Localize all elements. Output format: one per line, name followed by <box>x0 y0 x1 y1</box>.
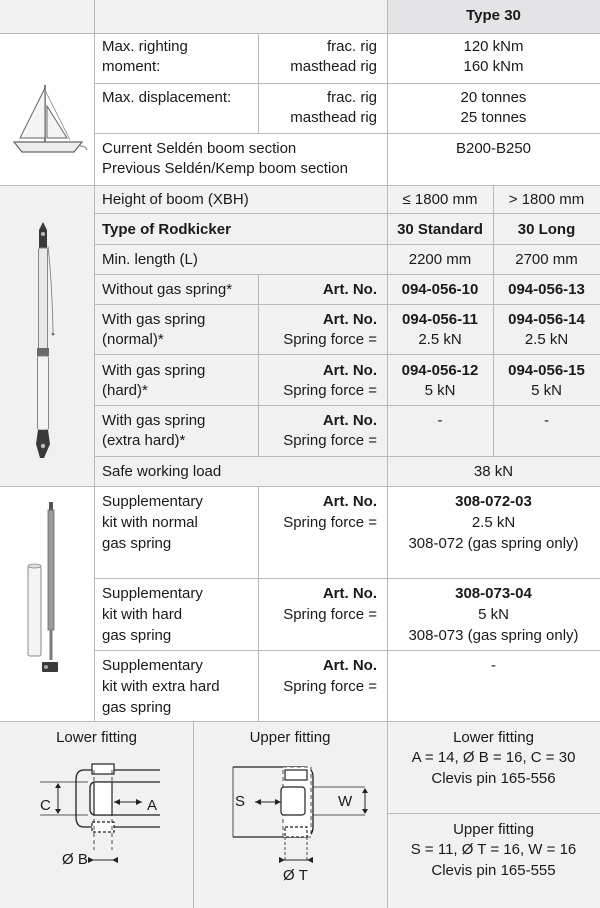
righting-label-1: Max. righting <box>102 38 188 55</box>
gas-extra-label-2: (extra hard)* <box>102 432 186 449</box>
upper-fitting-title: Upper fitting <box>249 729 331 746</box>
gas-hard-label-1: With gas spring <box>102 362 206 379</box>
gas-normal-label-2: (normal)* <box>102 331 164 348</box>
righting-value-masthead: 160 kNm <box>463 58 524 75</box>
kit-hard-line3: gas spring <box>102 627 172 644</box>
gas-hard-col2-force: 5 kN <box>531 382 562 399</box>
gas-normal-force-label: Spring force = <box>283 331 377 348</box>
lower-info-title: Lower fitting <box>453 729 534 746</box>
righting-value-frac: 120 kNm <box>463 38 524 55</box>
lower-dim-b: Ø B <box>62 851 88 868</box>
gas-hard-art-label: Art. No. <box>322 362 377 379</box>
kit-extra-force-label: Spring force = <box>283 678 377 695</box>
gas-normal-art-label: Art. No. <box>322 311 377 328</box>
kit-extra-art-label: Art. No. <box>322 657 377 674</box>
min-length-col1: 2200 mm <box>408 251 472 268</box>
upper-info-dims: S = 11, Ø T = 16, W = 16 <box>410 841 577 858</box>
swl-value: 38 kN <box>473 463 514 480</box>
gas-normal-col2-force: 2.5 kN <box>524 331 569 348</box>
upper-dim-w: W <box>338 793 353 810</box>
rodkicker-illustration <box>28 222 68 467</box>
boom-section-value: B200-B250 <box>455 140 532 157</box>
gas-extra-force-label: Spring force = <box>283 432 377 449</box>
boom-height-col2: > 1800 mm <box>508 191 585 208</box>
boom-height-col1: ≤ 1800 mm <box>402 191 478 208</box>
gas-normal-label-1: With gas spring <box>102 311 206 328</box>
swl-label: Safe working load <box>102 463 222 480</box>
displacement-sub-frac: frac. rig <box>326 89 377 106</box>
kit-normal-line3: gas spring <box>102 535 172 552</box>
boom-section-label-1: Current Seldén boom section <box>102 140 297 157</box>
righting-label-2: moment: <box>102 58 161 75</box>
displacement-value-masthead: 25 tonnes <box>460 109 527 126</box>
gas-hard-col1-art: 094-056-12 <box>401 362 479 379</box>
lower-dim-a: A <box>147 797 158 814</box>
upper-dim-t: Ø T <box>283 867 308 884</box>
kit-normal-force-label: Spring force = <box>283 514 377 531</box>
rodkicker-type-col1: 30 Standard <box>397 221 483 238</box>
lower-fitting-diagram <box>0 722 193 908</box>
displacement-value-frac: 20 tonnes <box>460 89 527 106</box>
lower-info-pin: Clevis pin 165-556 <box>431 770 556 787</box>
kit-normal-art-label: Art. No. <box>322 493 377 510</box>
kit-normal-line1: Supplementary <box>102 493 203 510</box>
boom-height-label: Height of boom (XBH) <box>102 191 249 208</box>
upper-info-pin: Clevis pin 165-555 <box>431 862 556 879</box>
kit-normal-note: 308-072 (gas spring only) <box>408 535 579 552</box>
gas-hard-col1-force: 5 kN <box>424 382 456 399</box>
lower-fitting-title: Lower fitting <box>56 729 137 746</box>
without-gas-label: Without gas spring* <box>102 281 233 298</box>
without-gas-col2: 094-056-13 <box>508 281 585 298</box>
lower-dim-c: C <box>40 797 51 814</box>
kit-hard-art-value: 308-073-04 <box>455 585 532 602</box>
type-header: Type 30 <box>466 7 521 24</box>
min-length-col2: 2700 mm <box>515 251 578 268</box>
displacement-sub-masthead: masthead rig <box>290 109 377 126</box>
gas-normal-col2-art: 094-056-14 <box>508 311 585 328</box>
kit-hard-force-value: 5 kN <box>478 606 509 623</box>
righting-sub-frac: frac. rig <box>326 38 377 55</box>
kit-normal-force-value: 2.5 kN <box>471 514 516 531</box>
kit-hard-note: 308-073 (gas spring only) <box>408 627 579 644</box>
lower-info-dims: A = 14, Ø B = 16, C = 30 <box>411 749 576 766</box>
kit-extra-value: - <box>491 657 496 674</box>
upper-info-title: Upper fitting <box>453 821 534 838</box>
gas-normal-col1-force: 2.5 kN <box>418 331 462 348</box>
kit-hard-force-label: Spring force = <box>283 606 377 623</box>
gas-hard-label-2: (hard)* <box>102 382 148 399</box>
righting-sub-masthead: masthead rig <box>290 58 377 75</box>
kit-extra-line1: Supplementary <box>102 657 203 674</box>
displacement-label: Max. displacement: <box>102 89 232 106</box>
gas-hard-col2-art: 094-056-15 <box>508 362 585 379</box>
boom-section-label-2: Previous Seldén/Kemp boom section <box>102 160 348 177</box>
supplementary-kit-illustration <box>24 500 74 680</box>
kit-hard-line1: Supplementary <box>102 585 203 602</box>
upper-dim-s: S <box>235 793 246 810</box>
min-length-label: Min. length (L) <box>102 251 198 268</box>
kit-extra-line3: gas spring <box>102 699 172 716</box>
kit-normal-line2: kit with normal <box>102 514 198 531</box>
gas-normal-col1-art: 094-056-11 <box>402 311 478 328</box>
gas-extra-art-label: Art. No. <box>322 412 377 429</box>
gas-hard-force-label: Spring force = <box>283 382 377 399</box>
kit-hard-art-label: Art. No. <box>322 585 377 602</box>
kit-normal-art-value: 308-072-03 <box>455 493 532 510</box>
without-gas-col1: 094-056-10 <box>401 281 479 298</box>
gas-extra-col1: - <box>437 412 443 429</box>
without-gas-art-label: Art. No. <box>322 281 377 298</box>
sailboat-illustration <box>12 80 92 160</box>
rodkicker-type-label: Type of Rodkicker <box>102 221 231 238</box>
gas-extra-col2: - <box>544 412 549 429</box>
rodkicker-type-col2: 30 Long <box>517 221 576 238</box>
gas-extra-label-1: With gas spring <box>102 412 206 429</box>
kit-extra-line2: kit with extra hard <box>102 678 220 695</box>
kit-hard-line2: kit with hard <box>102 606 183 623</box>
